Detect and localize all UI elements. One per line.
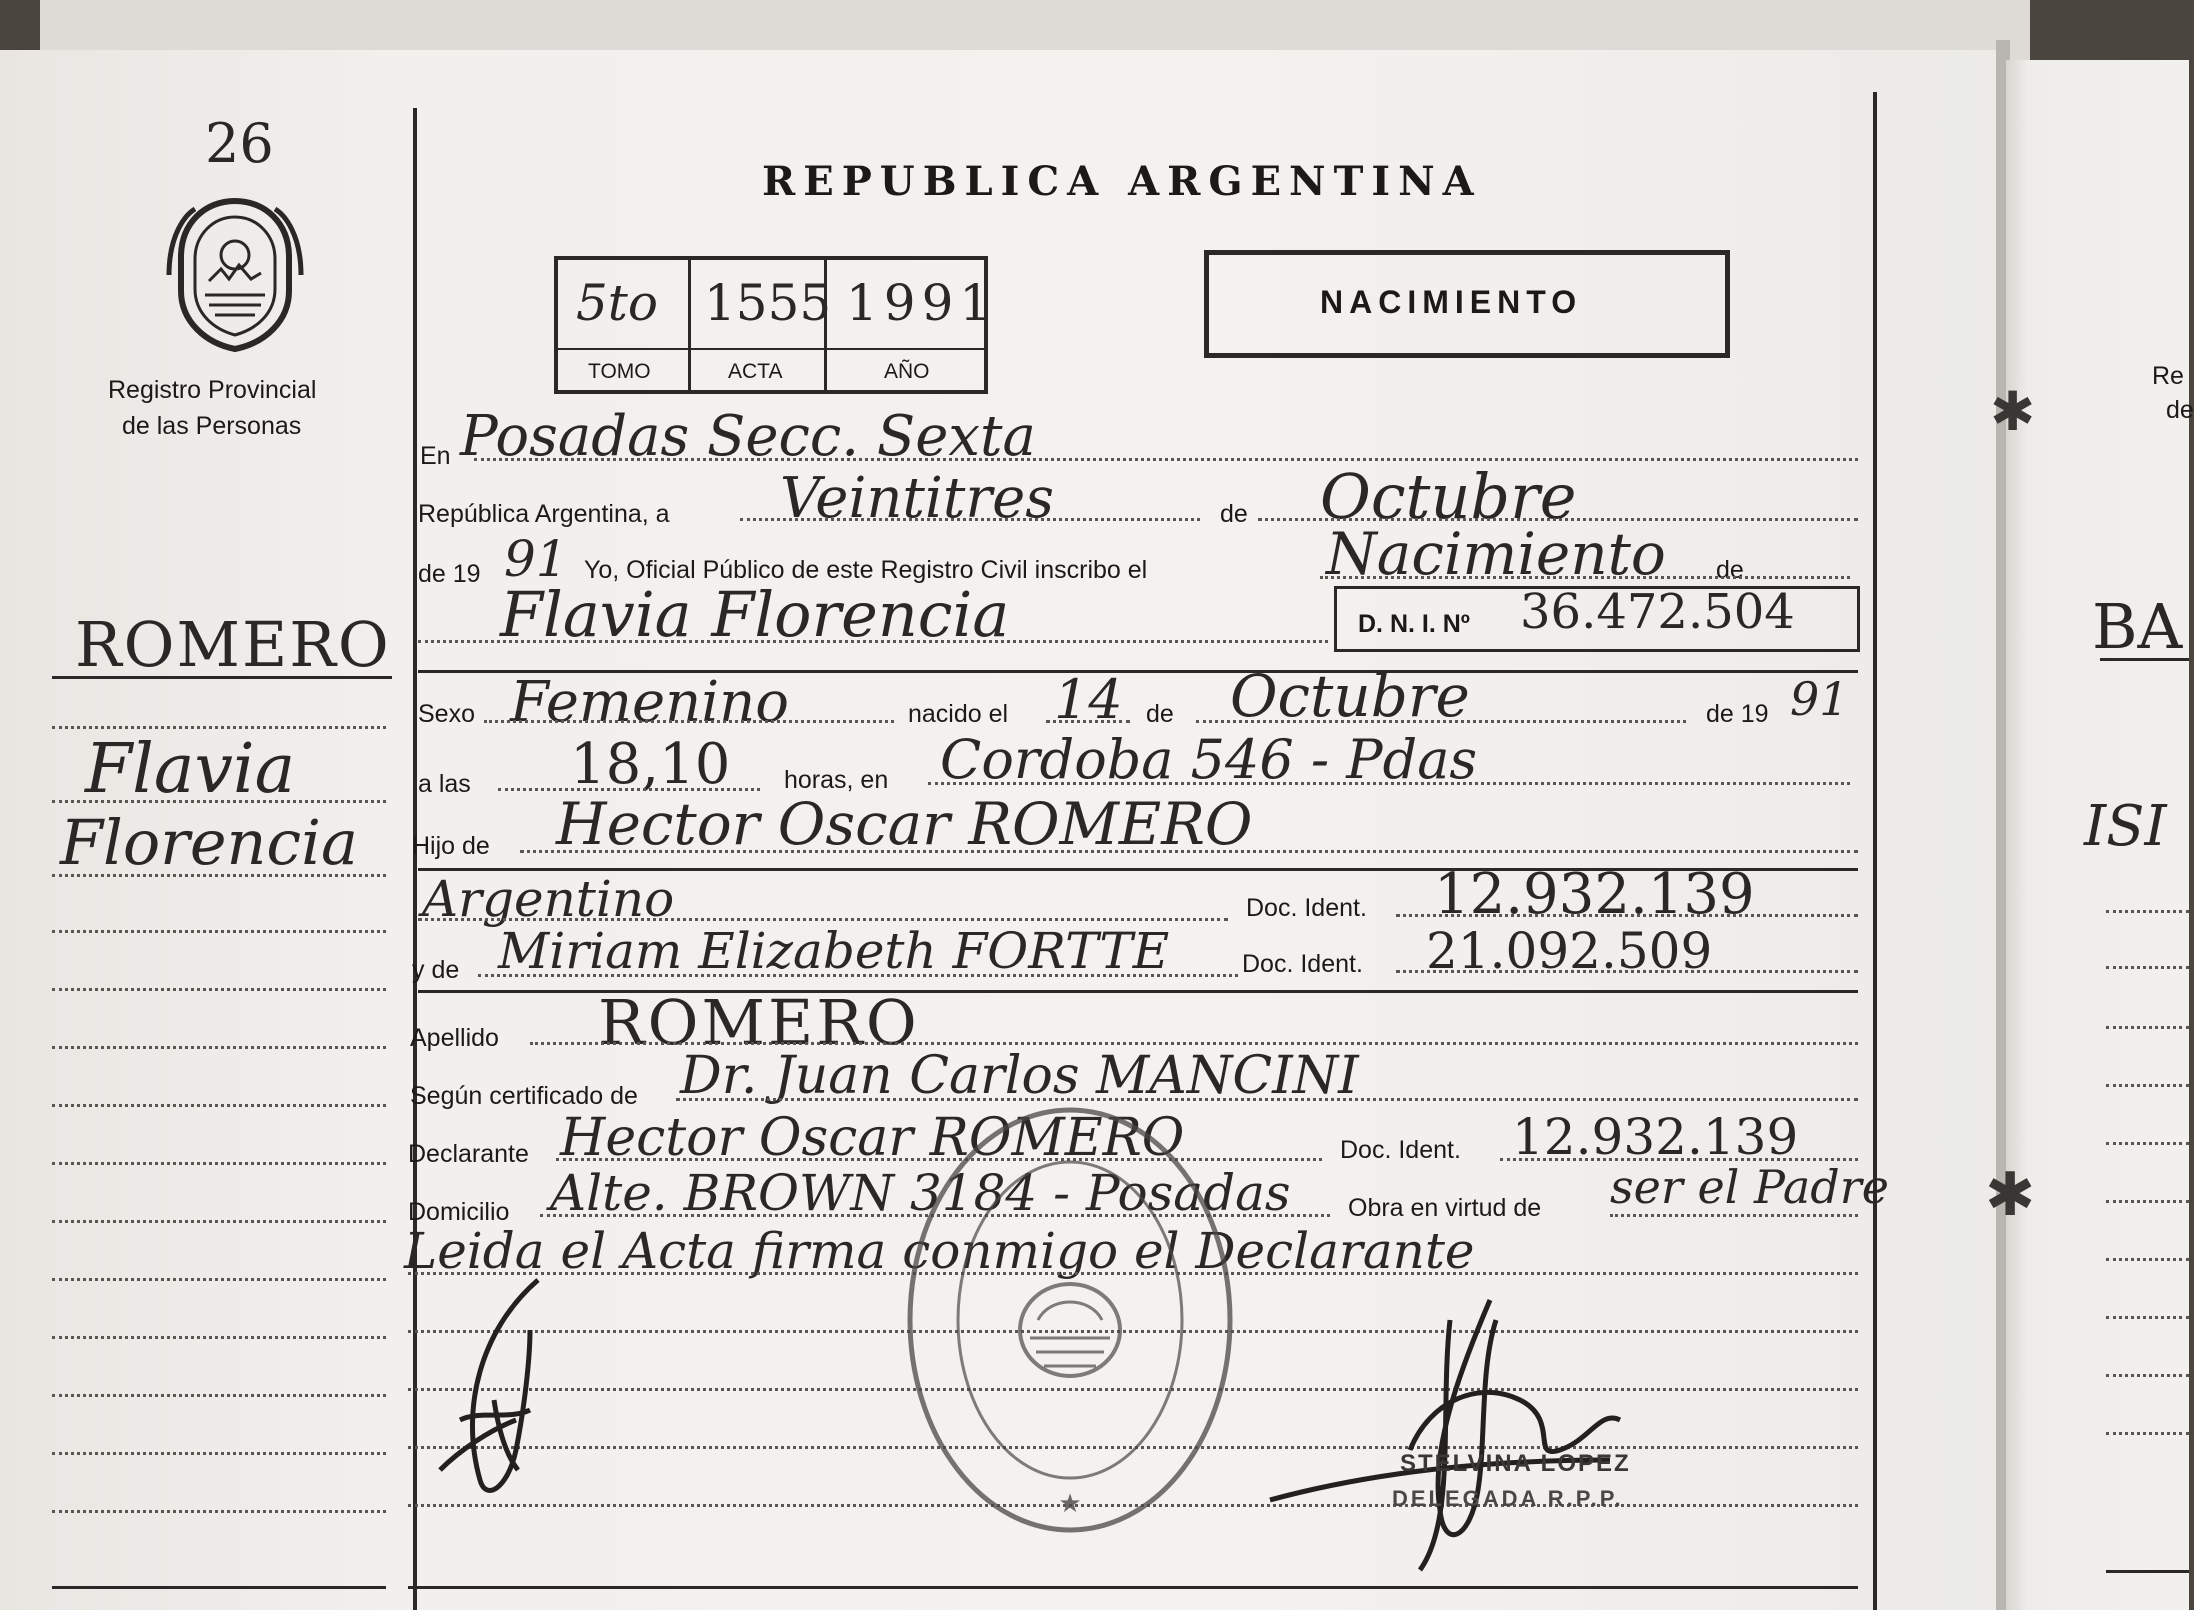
apellido-line xyxy=(530,1042,1858,1045)
margin-name1: Flavia xyxy=(85,730,296,809)
year-prefix: de 19 xyxy=(418,560,481,588)
facing-rule xyxy=(2100,658,2189,661)
apellido-value: ROMERO xyxy=(598,986,920,1059)
margin-dotted-line xyxy=(52,726,386,729)
record-type: NACIMIENTO xyxy=(1320,284,1583,320)
facing-dotted-line xyxy=(2106,1026,2189,1029)
birth-month: Octubre xyxy=(1230,662,1470,730)
obra-label: Obra en virtud de xyxy=(1348,1194,1542,1222)
father-doc: 12.932.139 xyxy=(1434,862,1755,927)
tomo-value: 5to xyxy=(576,274,659,332)
margin-dotted-line xyxy=(52,1394,386,1397)
mother-line xyxy=(478,974,1238,977)
official-signature xyxy=(1260,1290,1680,1590)
de-label: de xyxy=(1220,500,1248,528)
sexo-label: Sexo xyxy=(418,700,475,728)
officer-text: Yo, Oficial Público de este Registro Civil inscribo el xyxy=(584,556,1148,584)
hour-value: 18,10 xyxy=(570,732,731,797)
form-right-border xyxy=(1873,92,1877,1610)
facing-dotted-line xyxy=(2106,1258,2189,1261)
facing-dotted-line xyxy=(2106,1432,2189,1435)
margin-dotted-line xyxy=(52,1220,386,1223)
doc-ident-label: Doc. Ident. xyxy=(1246,894,1367,922)
name-line xyxy=(418,640,1328,643)
de-label3: de xyxy=(1146,700,1174,728)
year-value: 91 xyxy=(504,530,568,588)
official-stamp xyxy=(900,1100,1240,1540)
facing-fragment-3: BA xyxy=(2092,590,2183,663)
margin-dotted-line xyxy=(52,930,386,933)
birth-month-line xyxy=(1196,720,1686,723)
facing-dotted-line xyxy=(2106,1200,2189,1203)
sexo-value: Femenino xyxy=(510,670,789,735)
obra-line xyxy=(1610,1214,1858,1217)
page-number: 26 xyxy=(205,112,274,175)
en-value: Posadas Secc. Sexta xyxy=(460,404,1036,469)
yde-label: y de xyxy=(412,956,460,984)
name-value: Flavia Florencia xyxy=(500,578,1010,651)
margin-name2: Florencia xyxy=(60,806,358,879)
margin-dotted-line xyxy=(52,1046,386,1049)
margin-dotted-line xyxy=(52,1510,386,1513)
domicilio-value: Alte. BROWN 3184 - Posadas xyxy=(550,1164,1291,1222)
ano-label: AÑO xyxy=(884,360,930,383)
event-value: Nacimiento xyxy=(1326,520,1666,588)
official-title: DELEGADA R.P.P. xyxy=(1392,1486,1624,1511)
day-line xyxy=(740,518,1200,521)
day-value: Veintitres xyxy=(780,466,1054,531)
declarante-label: Declarante xyxy=(408,1140,529,1168)
declarante-value: Hector Oscar ROMERO xyxy=(560,1108,1185,1168)
margin-dotted-line xyxy=(52,1278,386,1281)
mother-doc: 21.092.509 xyxy=(1426,922,1713,980)
registry-name-line2: de las Personas xyxy=(122,412,302,440)
facing-dotted-line xyxy=(2106,1316,2189,1319)
document-title: REPUBLICA ARGENTINA xyxy=(762,158,1482,205)
de-label2: de xyxy=(1716,556,1744,584)
segun-line xyxy=(676,1098,1858,1101)
facing-dotted-line xyxy=(2106,1142,2189,1145)
margin-dotted-line xyxy=(52,1452,386,1455)
facing-dotted-line xyxy=(2106,1374,2189,1377)
svg-text:★: ★ xyxy=(1058,1489,1082,1519)
father-nationality: Argentino xyxy=(422,870,675,928)
mother-value: Miriam Elizabeth FORTTE xyxy=(498,922,1170,980)
facing-dotted-line xyxy=(2106,910,2189,913)
margin-rule xyxy=(52,676,392,679)
father-doc-line xyxy=(1396,914,1858,917)
mother-doc-line xyxy=(1396,970,1858,973)
facing-fragment-2: de xyxy=(2166,396,2194,424)
margin-bottom-rule xyxy=(52,1586,386,1589)
birth-day-line xyxy=(1046,720,1130,723)
registry-name-line1: Registro Provincial xyxy=(108,376,317,404)
republica-label: República Argentina, a xyxy=(418,500,670,528)
birth-day: 14 xyxy=(1054,668,1123,731)
segun-value: Dr. Juan Carlos MANCINI xyxy=(680,1046,1359,1106)
en-line xyxy=(474,458,1858,461)
facing-bottom-rule xyxy=(2106,1570,2189,1573)
horas-label: horas, en xyxy=(784,766,889,794)
margin-dotted-line xyxy=(52,800,386,803)
declarante-doc: 12.932.139 xyxy=(1512,1108,1799,1166)
place-line xyxy=(928,782,1850,785)
facing-dotted-line xyxy=(2106,1084,2189,1087)
birth-year-prefix: de 19 xyxy=(1706,700,1769,728)
tomo-label: TOMO xyxy=(588,360,651,383)
index-label-rule xyxy=(556,348,986,350)
apellido-label: Apellido xyxy=(410,1024,499,1052)
father-line xyxy=(520,850,1858,853)
facing-fragment-1: Re xyxy=(2152,362,2184,390)
margin-dotted-line xyxy=(52,988,386,991)
birth-year: 91 xyxy=(1790,672,1849,726)
alas-label: a las xyxy=(418,770,471,798)
registrar-signature xyxy=(420,1270,580,1510)
segun-label: Según certificado de xyxy=(410,1082,638,1110)
father-value: Hector Oscar ROMERO xyxy=(556,790,1253,858)
margin-surname: ROMERO xyxy=(75,608,391,681)
margin-dotted-line xyxy=(52,1162,386,1165)
doc-ident-label-2: Doc. Ident. xyxy=(1242,950,1363,978)
acta-label: ACTA xyxy=(728,360,783,383)
margin-dotted-line xyxy=(52,1336,386,1339)
margin-dotted-line xyxy=(52,874,386,877)
event-line xyxy=(1320,576,1850,579)
staple-icon: ✱ xyxy=(1985,1161,2036,1228)
doc-ident-label-3: Doc. Ident. xyxy=(1340,1136,1461,1164)
provincial-seal-icon xyxy=(165,195,305,355)
hijo-label: Hijo de xyxy=(412,832,490,860)
staple-icon: ✱ xyxy=(1990,382,2036,442)
facing-dotted-line xyxy=(2106,966,2189,969)
en-label: En xyxy=(420,442,451,470)
dni-value: 36.472.504 xyxy=(1520,584,1795,640)
ano-value: 1991 xyxy=(846,274,998,332)
facing-fragment-4: ISI xyxy=(2084,794,2167,859)
nacido-label: nacido el xyxy=(908,700,1009,728)
index-divider xyxy=(688,258,691,392)
dni-label: D. N. I. Nº xyxy=(1358,610,1470,638)
domicilio-label: Domicilio xyxy=(408,1198,510,1226)
place-value: Cordoba 546 - Pdas xyxy=(940,728,1478,791)
official-name: STELVINA LOPEZ xyxy=(1400,1450,1631,1477)
father-nat-line xyxy=(418,918,1228,921)
month-value: Octubre xyxy=(1320,460,1577,533)
leida-text: Leida el Acta firma conmigo el Declarante xyxy=(404,1222,1475,1280)
sexo-line xyxy=(484,720,894,723)
obra-value: ser el Padre xyxy=(1610,1160,1889,1214)
margin-dotted-line xyxy=(52,1104,386,1107)
acta-value: 1555 xyxy=(704,274,832,332)
